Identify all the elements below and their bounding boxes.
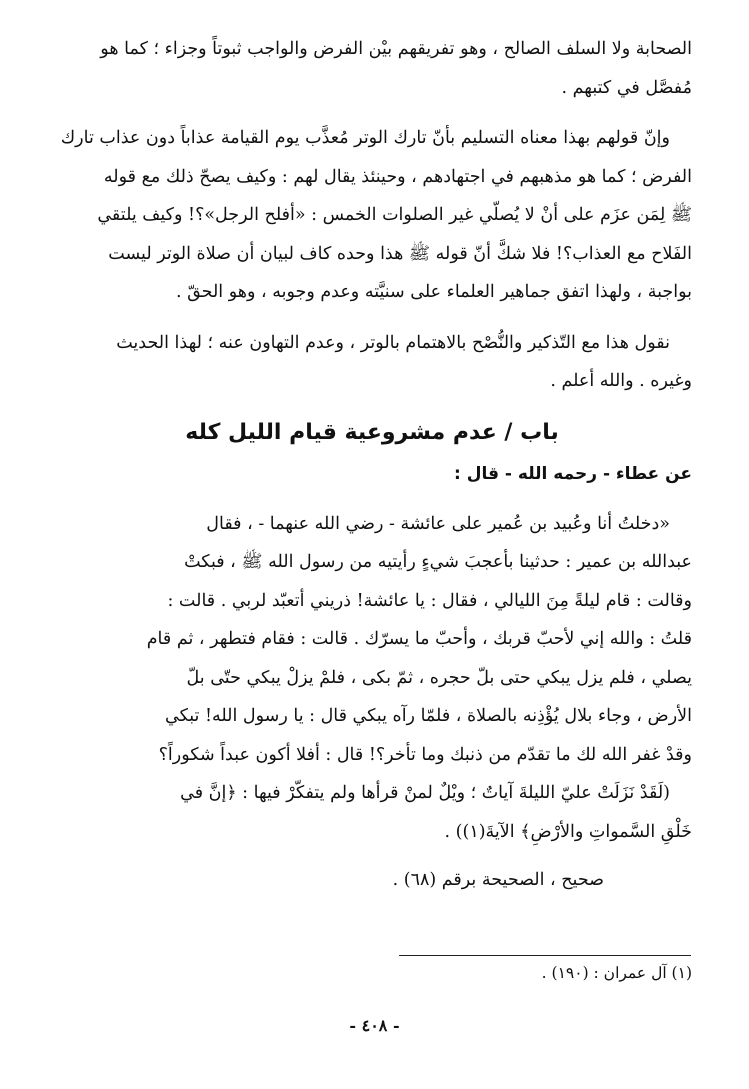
text-line: الفرض ؛ كما هو مذهبهم في اجتهادهم ، وحينئذ يقال لهم : وكيف يصحّ ذلك مع قوله (103, 166, 692, 187)
text-line: نقول هذا مع التّذكير والنُّصْح بالاهتمام بالوتر ، وعدم التهاون عنه ؛ لهذا الحديث (116, 332, 670, 353)
hadith-line: الأرض ، وجاء بلال يُؤْذِنه بالصلاة ، فلمّا رآه يبكي قال : يا رسول الله! تبكي (165, 706, 692, 726)
hadith-line: وقالت : قام ليلةً مِنَ الليالي ، فقال : يا عائشة! ذريني أتعبّد لربي . قالت : (167, 590, 692, 611)
hadith-line: عبدالله بن عمير : حدثينا بأعجبَ شيءٍ رأيتيه من رسول الله ﷺ ، فبكتْ (184, 552, 692, 572)
hadith-line: (لَقَدْ نَزَلَتْ عليّ الليلةَ آياتٌ ؛ ويْلٌ لمنْ قرأها ولم يتفكّرْ فيها : ﴿إنَّ في (180, 783, 670, 803)
paragraph-witr-argument (52, 119, 692, 312)
text-line: وإنّ قولهم بهذا معناه التسليم بأنّ تارك الوتر مُعذَّب يوم القيامة عذاباً دون عذاب تارك (60, 128, 670, 148)
footnote: (١) آل عمران : (١٩٠) . (541, 964, 692, 982)
hadith-source: صحيح ، الصحيحة برقم (٦٨) . (392, 870, 604, 890)
hadith-text (52, 505, 692, 852)
footnote-divider (399, 955, 691, 956)
text-line: الصحابة ولا السلف الصالح ، وهو تفريقهم بيْن الفرض والواجب ثبوتاً وجزاء ؛ كما هو (100, 39, 692, 59)
text-line: الفَلاح مع العذاب؟! فلا شكَّ أنّ قوله ﷺ هذا وحده كاف لبيان أن صلاة الوتر ليست (108, 243, 692, 264)
hadith-line: «دخلتُ أنا وعُبيد بن عُمير على عائشة - رضي الله عنهما - ، فقال (206, 513, 670, 534)
hadith-line: قلتُ : والله إني لأحبّ قربك ، وأحبّ ما يسرّك . قالت : فقام فتطهر ، ثم قام (146, 629, 692, 649)
hadith-line: وقدْ غفر الله لك ما تقدّم من ذنبك وما تأخر؟! قال : أفلا أكون عبداً شكوراً؟ (158, 744, 692, 765)
page-number: - ٤٠٨ - (349, 1016, 400, 1035)
paragraph-continuation (52, 30, 692, 107)
text-line: ﷺ لِمَن عزَم على أنْ لا يُصلّي غير الصلوات الخمس : «أفلح الرجل»؟! وكيف يلتقي (97, 205, 692, 225)
text-line: بواجبة ، ولهذا اتفق جماهير العلماء على سنيَّته وعدم وجوبه ، وهو الحقّ . (175, 282, 692, 302)
paragraph-reminder (52, 324, 692, 401)
page-body (52, 30, 692, 897)
chapter-heading: باب / عدم مشروعية قيام الليل كله (185, 419, 559, 445)
text-line: مُفصَّل في كتبهم . (561, 77, 692, 98)
hadith-line: خَلْقِ السَّمواتِ والأرْضِ﴾ الآيةَ(١)) . (444, 821, 692, 842)
narrator-line: عن عطاء - رحمه الله - قال : (454, 463, 692, 484)
text-line: وغيره . والله أعلم . (550, 371, 692, 391)
hadith-line: يصلي ، فلم يزل يبكي حتى بلّ حجره ، ثمّ بكى ، فلمْ يزلْ يبكي حتّى بلّ (186, 667, 692, 688)
